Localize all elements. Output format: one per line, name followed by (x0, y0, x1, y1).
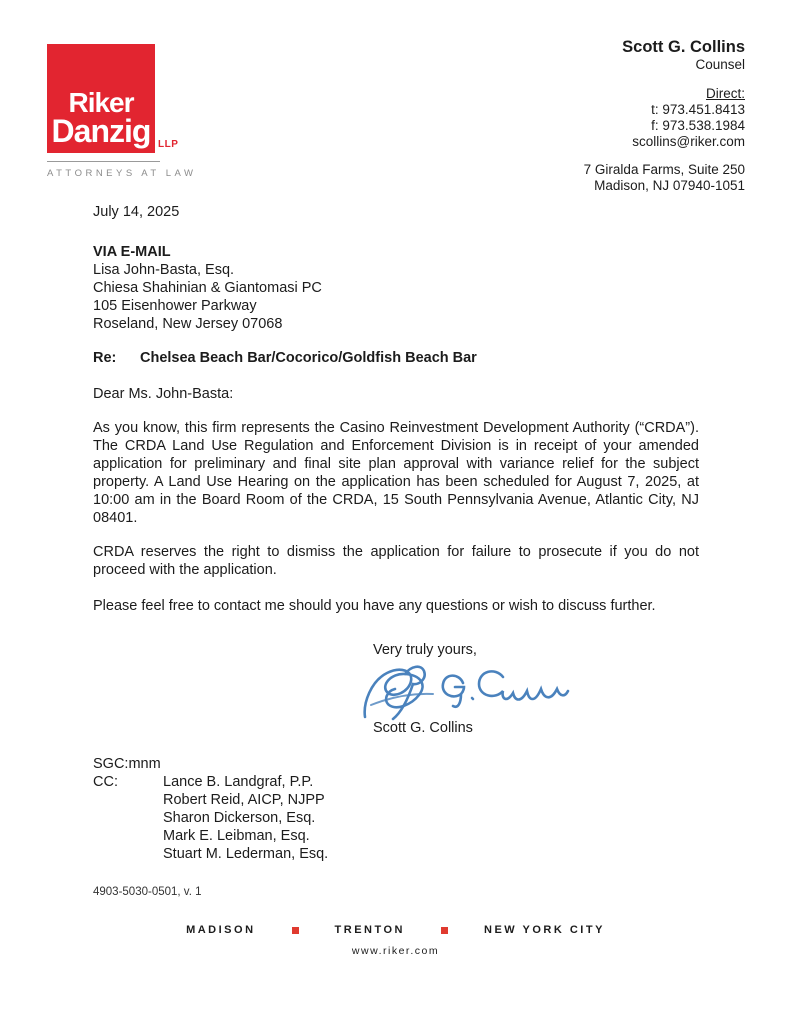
body-paragraph-2: CRDA reserves the right to dismiss the application for failure to prosecute if you do not proceed with the application. (93, 544, 699, 578)
cc-label: CC: (93, 774, 118, 790)
logo-square (47, 44, 155, 153)
firm-logo (47, 44, 197, 179)
recipient-street: 105 Eisenhower Parkway (93, 298, 257, 314)
fax-number: f: 973.538.1984 (651, 118, 745, 133)
signer-name: Scott G. Collins (373, 720, 473, 736)
cc-name: Mark E. Leibman, Esq. (163, 828, 310, 844)
re-line (93, 349, 699, 367)
office-new-york-city: NEW YORK CITY (484, 924, 605, 936)
cc-row (93, 827, 699, 845)
salutation: Dear Ms. John-Basta: (93, 386, 234, 402)
document-number: 4903-5030-0501, v. 1 (93, 886, 202, 898)
cc-name: Stuart M. Lederman, Esq. (163, 846, 329, 862)
cc-name: Robert Reid, AICP, NJPP (163, 792, 325, 808)
letter-content (93, 203, 699, 901)
firm-website: www.riker.com (351, 945, 440, 957)
phone-number: t: 973.451.8413 (651, 102, 745, 117)
cc-name: Sharon Dickerson, Esq. (163, 810, 316, 826)
closing-block (373, 641, 699, 737)
signature-image (361, 661, 571, 725)
cc-row (93, 791, 699, 809)
attorney-name: Scott G. Collins (622, 38, 745, 56)
re-subject: Chelsea Beach Bar/Cocorico/Goldfish Beach Bar (140, 350, 477, 366)
re-label: Re: (93, 350, 117, 366)
cc-name: Lance B. Landgraf, P.P. (163, 774, 314, 790)
email-address: scollins@riker.com (632, 134, 745, 149)
body-paragraph-1: As you know, this firm represents the Casino Reinvestment Development Authority (“CRDA”). The CRDA Land Use Regulation and Enforcement Division is in receipt of your amended application for preliminary and final site plan approval with variance relief for the subject property. A Land Use Hearing on the application has been scheduled for August 7, 2025, at 10:00 am in the Board Room of the CRDA, 15 South Pennsylvania Avenue, Atlantic City, NJ 08401. (93, 420, 699, 526)
body-paragraph-3: Please feel free to contact me should you have any questions or wish to discuss further. (93, 598, 656, 614)
logo-tagline: ATTORNEYS AT LAW (47, 168, 197, 179)
closing-phrase: Very truly yours, (373, 642, 477, 658)
letter-date: July 14, 2025 (93, 204, 180, 220)
attorney-contact-block (584, 38, 745, 194)
recipient-firm: Chiesa Shahinian & Giantomasi PC (93, 280, 322, 296)
office-separator-square (292, 927, 299, 934)
logo-word-riker: Riker (68, 87, 134, 118)
recipient-city: Roseland, New Jersey 07068 (93, 316, 283, 332)
logo-divider (47, 161, 160, 162)
office-separator-square (441, 927, 448, 934)
reference-initials: SGC:mnm (93, 756, 161, 772)
attorney-title: Counsel (695, 57, 745, 72)
logo-llp-label: LLP (158, 139, 179, 150)
office-madison: MADISON (186, 924, 256, 936)
office-trenton: TRENTON (334, 924, 405, 936)
office-address-line1: 7 Giralda Farms, Suite 250 (583, 162, 745, 177)
cc-row (93, 845, 699, 863)
delivery-method: VIA E-MAIL (93, 244, 171, 260)
office-locations (0, 924, 791, 936)
page-footer (0, 924, 791, 957)
recipient-name: Lisa John-Basta, Esq. (93, 262, 235, 278)
cc-row (93, 773, 699, 791)
direct-label: Direct: (705, 86, 745, 101)
office-address-line2: Madison, NJ 07940-1051 (594, 178, 745, 193)
logo-word-danzig: Danzig (51, 113, 151, 149)
cc-row (93, 809, 699, 827)
